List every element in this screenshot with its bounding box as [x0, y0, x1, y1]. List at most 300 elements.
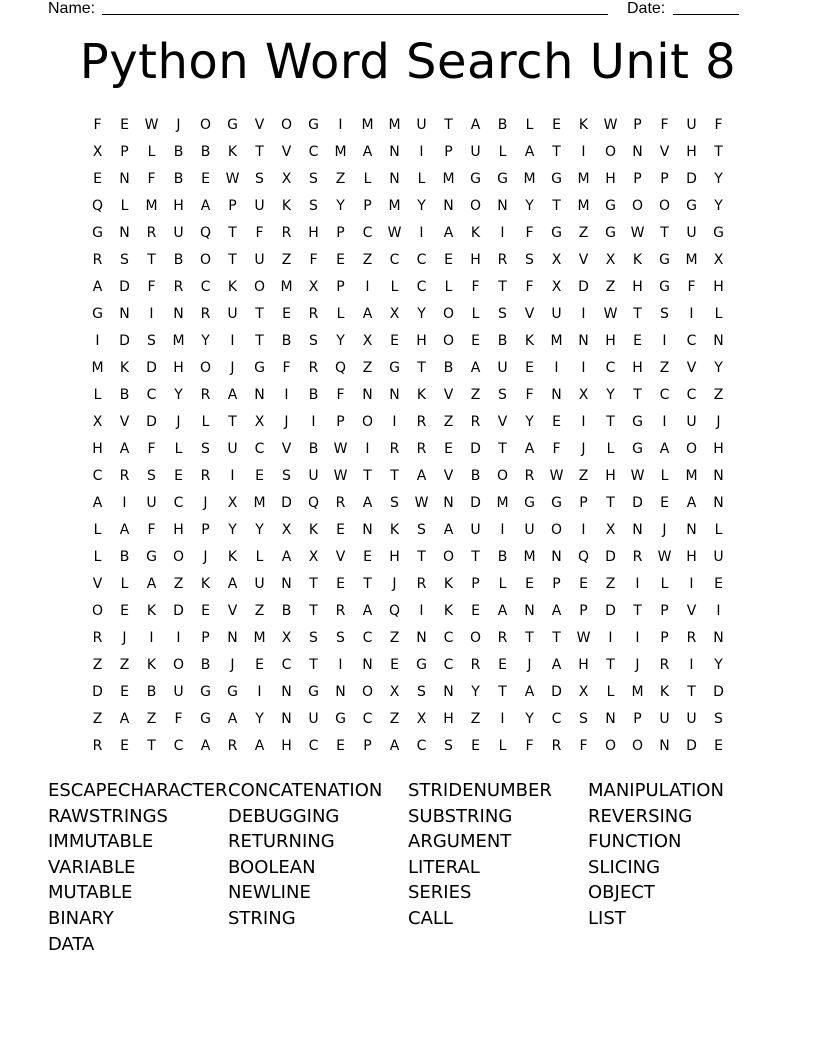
grid-letter: T [255, 305, 264, 322]
grid-letter: N [524, 602, 535, 619]
grid-letter: X [92, 413, 103, 430]
grid-letter: S [417, 683, 426, 700]
grid-letter: F [525, 737, 534, 754]
grid-letter: L [201, 413, 210, 430]
grid-letter: Z [173, 575, 184, 592]
grid-letter: R [497, 251, 508, 268]
grid-letter: U [254, 197, 265, 214]
grid-letter: G [470, 170, 481, 187]
grid-letter: A [551, 656, 562, 673]
grid-letter: G [632, 413, 643, 430]
grid-letter: I [338, 656, 343, 673]
grid-letter: I [311, 413, 316, 430]
grid-letter: E [120, 737, 129, 754]
word-list-item: OBJECT [588, 882, 655, 904]
grid-letter: S [498, 305, 507, 322]
grid-letter: N [389, 143, 400, 160]
grid-letter: A [119, 521, 130, 538]
date-blank-line[interactable] [673, 14, 739, 15]
grid-letter: X [551, 278, 562, 295]
grid-letter: Z [281, 251, 292, 268]
grid-letter: C [551, 710, 562, 727]
grid-letter: Z [578, 467, 589, 484]
grid-letter: L [660, 467, 669, 484]
grid-letter: Y [336, 197, 345, 214]
grid-letter: G [551, 170, 562, 187]
grid-letter: J [203, 494, 208, 511]
grid-letter: S [390, 494, 399, 511]
grid-letter: K [227, 143, 238, 160]
grid-letter: P [552, 575, 561, 592]
grid-letter: B [308, 440, 319, 457]
grid-letter: A [470, 359, 481, 376]
grid-letter: E [714, 737, 723, 754]
grid-letter: U [416, 116, 427, 133]
grid-letter: M [145, 197, 158, 214]
grid-letter: N [578, 332, 589, 349]
grid-letter: I [284, 386, 289, 403]
grid-letter: E [498, 656, 507, 673]
grid-letter: K [227, 548, 238, 565]
grid-letter: R [632, 548, 643, 565]
grid-letter: R [551, 737, 562, 754]
grid-letter: H [686, 548, 697, 565]
grid-letter: Z [389, 710, 400, 727]
grid-letter: R [497, 629, 508, 646]
grid-letter: F [147, 521, 156, 538]
date-label: Date: [627, 0, 666, 17]
grid-letter: L [714, 305, 723, 322]
grid-letter: Z [470, 710, 481, 727]
grid-letter: H [281, 737, 292, 754]
grid-letter: U [470, 143, 481, 160]
grid-letter: A [200, 197, 211, 214]
grid-letter: L [444, 278, 453, 295]
grid-letter: F [255, 224, 264, 241]
grid-letter: L [606, 683, 615, 700]
grid-letter: I [581, 521, 586, 538]
grid-letter: I [662, 332, 667, 349]
grid-letter: V [281, 143, 292, 160]
grid-letter: Y [525, 413, 534, 430]
grid-letter: O [172, 548, 185, 565]
letter-grid [84, 111, 732, 759]
grid-letter: C [443, 656, 454, 673]
grid-letter: Y [606, 386, 615, 403]
grid-letter: F [660, 116, 669, 133]
grid-letter: J [716, 413, 721, 430]
grid-letter: E [255, 467, 264, 484]
grid-letter: W [657, 548, 672, 565]
grid-letter: V [659, 143, 670, 160]
grid-letter: A [524, 440, 535, 457]
grid-letter: C [686, 332, 697, 349]
grid-letter: T [633, 305, 642, 322]
grid-letter: U [308, 467, 319, 484]
grid-letter: H [632, 359, 643, 376]
grid-letter: Z [605, 278, 616, 295]
grid-letter: N [362, 521, 373, 538]
grid-letter: R [200, 386, 211, 403]
grid-letter: F [282, 359, 291, 376]
grid-letter: I [122, 494, 127, 511]
grid-letter: P [579, 602, 588, 619]
grid-letter: L [336, 305, 345, 322]
grid-letter: K [308, 521, 319, 538]
grid-letter: A [470, 116, 481, 133]
grid-letter: T [228, 413, 237, 430]
grid-letter: G [227, 116, 238, 133]
grid-letter: M [523, 548, 536, 565]
grid-letter: O [496, 467, 509, 484]
grid-letter: U [227, 440, 238, 457]
grid-letter: R [227, 737, 238, 754]
grid-letter: E [552, 116, 561, 133]
grid-letter: M [685, 251, 698, 268]
grid-letter: H [173, 197, 184, 214]
grid-letter: G [659, 278, 670, 295]
word-list-item: LIST [588, 907, 626, 929]
grid-letter: O [199, 359, 212, 376]
grid-letter: E [201, 602, 210, 619]
grid-letter: V [497, 413, 508, 430]
grid-letter: D [632, 494, 643, 511]
word-list-item: MANIPULATION [588, 780, 724, 801]
grid-letter: T [498, 683, 507, 700]
grid-letter: I [662, 413, 667, 430]
grid-letter: N [632, 143, 643, 160]
grid-letter: V [281, 440, 292, 457]
grid-letter: I [581, 305, 586, 322]
word-list-item: ESCAPECHARACTER [48, 780, 228, 801]
grid-letter: T [633, 386, 642, 403]
grid-letter: N [119, 224, 130, 241]
grid-letter: B [497, 116, 508, 133]
grid-letter: X [713, 251, 724, 268]
grid-letter: O [253, 278, 266, 295]
grid-letter: G [335, 710, 346, 727]
grid-letter: O [658, 197, 671, 214]
grid-letter: T [552, 143, 561, 160]
grid-letter: J [203, 548, 208, 565]
grid-letter: I [581, 359, 586, 376]
grid-letter: Z [659, 359, 670, 376]
grid-letter: J [230, 656, 235, 673]
word-list-item: DATA [48, 933, 95, 955]
grid-letter: I [689, 575, 694, 592]
grid-letter: C [200, 278, 211, 295]
grid-letter: D [146, 413, 157, 430]
grid-letter: S [309, 197, 318, 214]
grid-letter: U [713, 548, 724, 565]
grid-letter: A [362, 494, 373, 511]
grid-letter: S [417, 521, 426, 538]
grid-letter: B [173, 251, 184, 268]
grid-letter: E [390, 332, 399, 349]
grid-letter: K [524, 332, 535, 349]
grid-letter: P [201, 521, 210, 538]
grid-letter: N [551, 386, 562, 403]
grid-letter: H [713, 440, 724, 457]
grid-letter: O [631, 737, 644, 754]
grid-letter: S [525, 251, 534, 268]
grid-letter: E [444, 440, 453, 457]
grid-letter: E [255, 656, 264, 673]
grid-letter: Z [362, 251, 373, 268]
grid-letter: I [500, 710, 505, 727]
grid-letter: O [469, 197, 482, 214]
grid-letter: T [417, 548, 426, 565]
grid-letter: R [686, 629, 697, 646]
word-list-item: REVERSING [588, 805, 693, 827]
grid-letter: Q [307, 494, 320, 511]
name-blank-line[interactable] [102, 14, 608, 15]
grid-letter: T [147, 251, 156, 268]
grid-letter: S [714, 710, 723, 727]
grid-letter: X [254, 413, 265, 430]
grid-letter: A [119, 710, 130, 727]
grid-letter: B [308, 386, 319, 403]
grid-letter: V [92, 575, 103, 592]
grid-letter: C [362, 224, 373, 241]
grid-letter: Q [91, 197, 104, 214]
grid-letter: T [714, 143, 723, 160]
grid-letter: I [581, 413, 586, 430]
grid-letter: Y [336, 332, 345, 349]
grid-letter: P [336, 413, 345, 430]
grid-letter: M [91, 359, 104, 376]
grid-letter: H [605, 467, 616, 484]
word-list-item: NEWLINE [228, 882, 311, 904]
grid-letter: M [685, 467, 698, 484]
grid-letter: K [146, 656, 157, 673]
grid-letter: K [281, 197, 292, 214]
grid-letter: V [254, 116, 265, 133]
grid-letter: A [227, 575, 238, 592]
grid-letter: C [173, 494, 184, 511]
grid-letter: Q [334, 359, 347, 376]
grid-letter: T [363, 575, 372, 592]
grid-letter: S [444, 737, 453, 754]
grid-letter: I [95, 332, 100, 349]
grid-letter: D [470, 494, 481, 511]
grid-letter: C [146, 386, 157, 403]
grid-letter: J [662, 521, 667, 538]
grid-letter: N [416, 629, 427, 646]
grid-letter: X [389, 683, 400, 700]
grid-letter: I [608, 629, 613, 646]
grid-letter: A [551, 602, 562, 619]
grid-letter: I [419, 143, 424, 160]
grid-letter: D [686, 737, 697, 754]
grid-letter: M [253, 629, 266, 646]
grid-letter: T [417, 359, 426, 376]
grid-letter: F [525, 386, 534, 403]
grid-letter: D [578, 278, 589, 295]
grid-letter: C [443, 629, 454, 646]
word-list-item: STRIDENUMBER [408, 780, 552, 801]
grid-letter: S [147, 332, 156, 349]
grid-letter: P [660, 170, 669, 187]
grid-letter: M [388, 116, 401, 133]
grid-letter: G [200, 710, 211, 727]
grid-letter: J [284, 413, 289, 430]
grid-letter: O [685, 440, 698, 457]
grid-letter: X [551, 251, 562, 268]
grid-letter: Y [714, 359, 723, 376]
grid-letter: M [550, 332, 563, 349]
word-list-item: FUNCTION [588, 831, 682, 853]
grid-letter: C [686, 386, 697, 403]
grid-letter: V [686, 359, 697, 376]
grid-letter: R [92, 251, 103, 268]
grid-letter: I [338, 116, 343, 133]
grid-letter: R [119, 467, 130, 484]
grid-letter: X [578, 683, 589, 700]
grid-letter: L [660, 575, 669, 592]
grid-letter: X [416, 710, 427, 727]
grid-letter: A [659, 440, 670, 457]
grid-letter: L [174, 440, 183, 457]
grid-letter: C [659, 386, 670, 403]
grid-letter: A [146, 575, 157, 592]
grid-letter: A [416, 467, 427, 484]
word-list-item: BINARY [48, 907, 114, 929]
grid-letter: I [149, 629, 154, 646]
grid-letter: T [309, 575, 318, 592]
word-list-item: SERIES [408, 882, 472, 904]
grid-letter: S [309, 332, 318, 349]
grid-letter: R [200, 305, 211, 322]
grid-letter: W [549, 467, 564, 484]
grid-letter: H [605, 332, 616, 349]
grid-letter: E [120, 116, 129, 133]
grid-letter: Y [525, 710, 534, 727]
grid-letter: N [389, 386, 400, 403]
grid-letter: I [419, 224, 424, 241]
grid-letter: F [579, 737, 588, 754]
grid-letter: F [147, 278, 156, 295]
grid-letter: C [308, 143, 319, 160]
grid-letter: U [227, 305, 238, 322]
grid-letter: G [308, 116, 319, 133]
grid-letter: T [552, 629, 561, 646]
grid-letter: G [308, 683, 319, 700]
grid-letter: P [444, 143, 453, 160]
grid-letter: T [606, 413, 615, 430]
grid-letter: U [686, 224, 697, 241]
grid-letter: E [714, 575, 723, 592]
word-list-item: DEBUGGING [228, 805, 340, 827]
grid-letter: P [633, 116, 642, 133]
grid-letter: T [228, 251, 237, 268]
grid-letter: Q [577, 548, 590, 565]
word-list-item: RAWSTRINGS [48, 805, 168, 827]
grid-letter: T [255, 332, 264, 349]
grid-letter: M [280, 278, 293, 295]
grid-letter: B [200, 656, 211, 673]
grid-letter: O [469, 629, 482, 646]
grid-letter: A [443, 224, 454, 241]
grid-letter: Y [417, 305, 426, 322]
grid-letter: G [92, 224, 103, 241]
grid-letter: G [389, 359, 400, 376]
grid-letter: M [631, 683, 644, 700]
grid-letter: M [577, 170, 590, 187]
grid-letter: N [497, 197, 508, 214]
grid-letter: N [281, 710, 292, 727]
word-list-item: RETURNING [228, 831, 335, 853]
grid-letter: I [149, 305, 154, 322]
grid-letter: V [686, 602, 697, 619]
grid-letter: E [120, 602, 129, 619]
grid-letter: I [635, 629, 640, 646]
grid-letter: R [92, 629, 103, 646]
grid-letter: X [578, 386, 589, 403]
grid-letter: S [336, 629, 345, 646]
grid-letter: X [605, 521, 616, 538]
grid-letter: Q [199, 224, 212, 241]
grid-letter: A [524, 683, 535, 700]
word-list-item: CONCATENATION [228, 780, 383, 801]
grid-letter: C [605, 359, 616, 376]
grid-letter: R [416, 413, 427, 430]
grid-letter: I [689, 305, 694, 322]
grid-letter: X [308, 548, 319, 565]
grid-letter: T [660, 224, 669, 241]
grid-letter: U [686, 116, 697, 133]
grid-letter: H [470, 251, 481, 268]
grid-letter: N [605, 710, 616, 727]
grid-letter: P [363, 197, 372, 214]
grid-letter: X [227, 494, 238, 511]
grid-letter: R [416, 575, 427, 592]
grid-letter: A [200, 737, 211, 754]
grid-letter: V [443, 467, 454, 484]
grid-letter: L [390, 278, 399, 295]
grid-letter: G [497, 170, 508, 187]
grid-letter: A [281, 548, 292, 565]
grid-letter: U [524, 521, 535, 538]
grid-letter: L [93, 548, 102, 565]
grid-letter: A [92, 494, 103, 511]
grid-letter: G [551, 494, 562, 511]
grid-letter: P [228, 197, 237, 214]
grid-letter: L [471, 305, 480, 322]
grid-letter: H [416, 332, 427, 349]
grid-letter: O [172, 656, 185, 673]
grid-letter: L [714, 521, 723, 538]
grid-letter: Z [605, 575, 616, 592]
grid-letter: R [659, 656, 670, 673]
word-list-item: VARIABLE [48, 856, 136, 878]
grid-letter: Y [255, 710, 264, 727]
grid-letter: X [389, 305, 400, 322]
grid-letter: M [577, 197, 590, 214]
grid-letter: F [714, 116, 723, 133]
grid-letter: P [633, 710, 642, 727]
grid-letter: F [147, 170, 156, 187]
grid-letter: H [686, 143, 697, 160]
grid-letter: M [496, 494, 509, 511]
grid-letter: V [227, 602, 238, 619]
grid-letter: E [282, 305, 291, 322]
grid-letter: Y [714, 197, 723, 214]
grid-letter: Z [362, 359, 373, 376]
grid-letter: Y [228, 521, 237, 538]
grid-letter: N [281, 683, 292, 700]
grid-letter: L [255, 548, 264, 565]
